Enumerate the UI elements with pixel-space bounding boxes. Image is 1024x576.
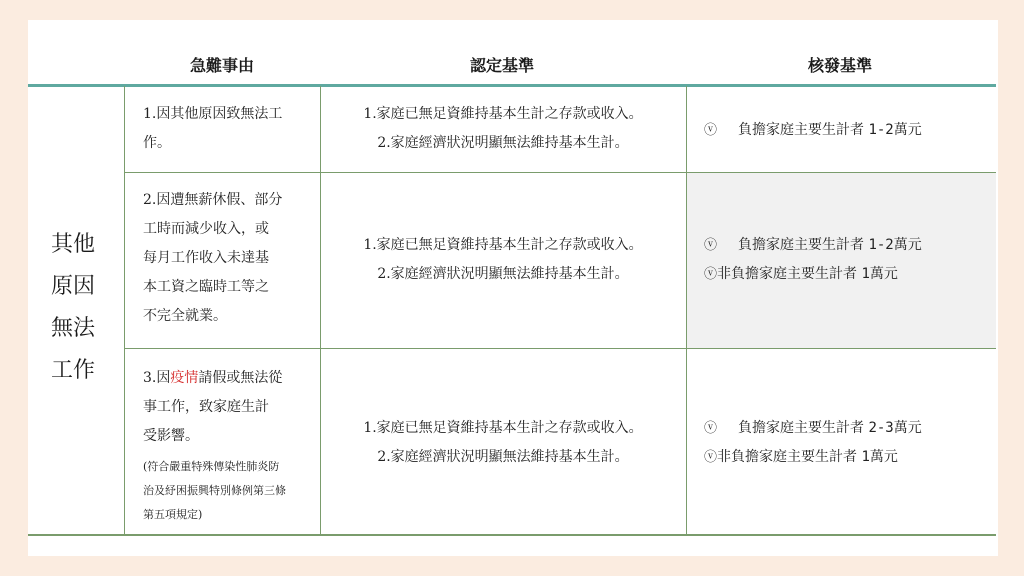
- check-mark-icon: ⓥ: [704, 267, 718, 282]
- header-emergency-reason: 急難事由: [190, 56, 255, 75]
- grid-line: [124, 172, 996, 173]
- check-mark-icon: ⓥ: [704, 123, 718, 138]
- row-1-criteria: 1.家庭已無足資維持基本生計之存款或收入。 2.家庭經濟狀況明顯無法維持基本生計。: [363, 106, 643, 151]
- amount-line: ⓥ非負擔家庭主要生計者 1萬元: [704, 443, 994, 472]
- table-bottom-border: [28, 534, 996, 536]
- criteria-table: [28, 20, 998, 556]
- header-recognition-criteria: 認定基準: [470, 56, 535, 75]
- legal-note: (符合嚴重特殊傳染性肺炎防 治及紓困振興特別條例第三條 第五項規定): [143, 460, 286, 521]
- row-1-reason: 1.因其他原因致無法工 作。: [143, 106, 283, 151]
- grid-line: [124, 348, 996, 349]
- row-2-amounts: [704, 231, 994, 289]
- check-mark-icon: ⓥ: [704, 238, 718, 253]
- header-divider: [28, 84, 996, 87]
- row-2-criteria: 1.家庭已無足資維持基本生計之存款或收入。 2.家庭經濟狀況明顯無法維持基本生計。: [363, 237, 643, 282]
- amount-line: ⓥ 負擔家庭主要生計者 1-2萬元: [704, 116, 994, 145]
- row-3-amounts: [704, 414, 994, 472]
- check-mark-icon: ⓥ: [704, 421, 718, 436]
- highlight-text: 疫情: [170, 370, 199, 386]
- grid-line: [686, 86, 687, 536]
- side-category-label: 其他 原因 無法 工作: [50, 232, 95, 383]
- header-issuance-criteria: 核發基準: [808, 56, 873, 75]
- grid-line: [320, 86, 321, 536]
- grid-line: [124, 86, 125, 536]
- row-2-reason: 2.因遭無薪休假、部分 工時而減少收入，或 每月工作收入未達基 本工資之臨時工等之 不完全就業。: [143, 192, 283, 324]
- amount-line: ⓥ非負擔家庭主要生計者 1萬元: [704, 260, 994, 289]
- amount-line: ⓥ 負擔家庭主要生計者 1-2萬元: [704, 231, 994, 260]
- table-header: [28, 20, 998, 86]
- row-3-reason: 3.因疫情請假或無法從 事工作，致家庭生計 受影響。 (符合嚴重特殊傳染性肺炎防 治及紓困振興特別條例第三條 第五項規定): [143, 364, 315, 527]
- amount-line: ⓥ 負擔家庭主要生計者 2-3萬元: [704, 414, 994, 443]
- row-3-criteria: 1.家庭已無足資維持基本生計之存款或收入。 2.家庭經濟狀況明顯無法維持基本生計。: [363, 420, 643, 465]
- row-1-amounts: [704, 116, 994, 145]
- check-mark-icon: ⓥ: [704, 450, 718, 465]
